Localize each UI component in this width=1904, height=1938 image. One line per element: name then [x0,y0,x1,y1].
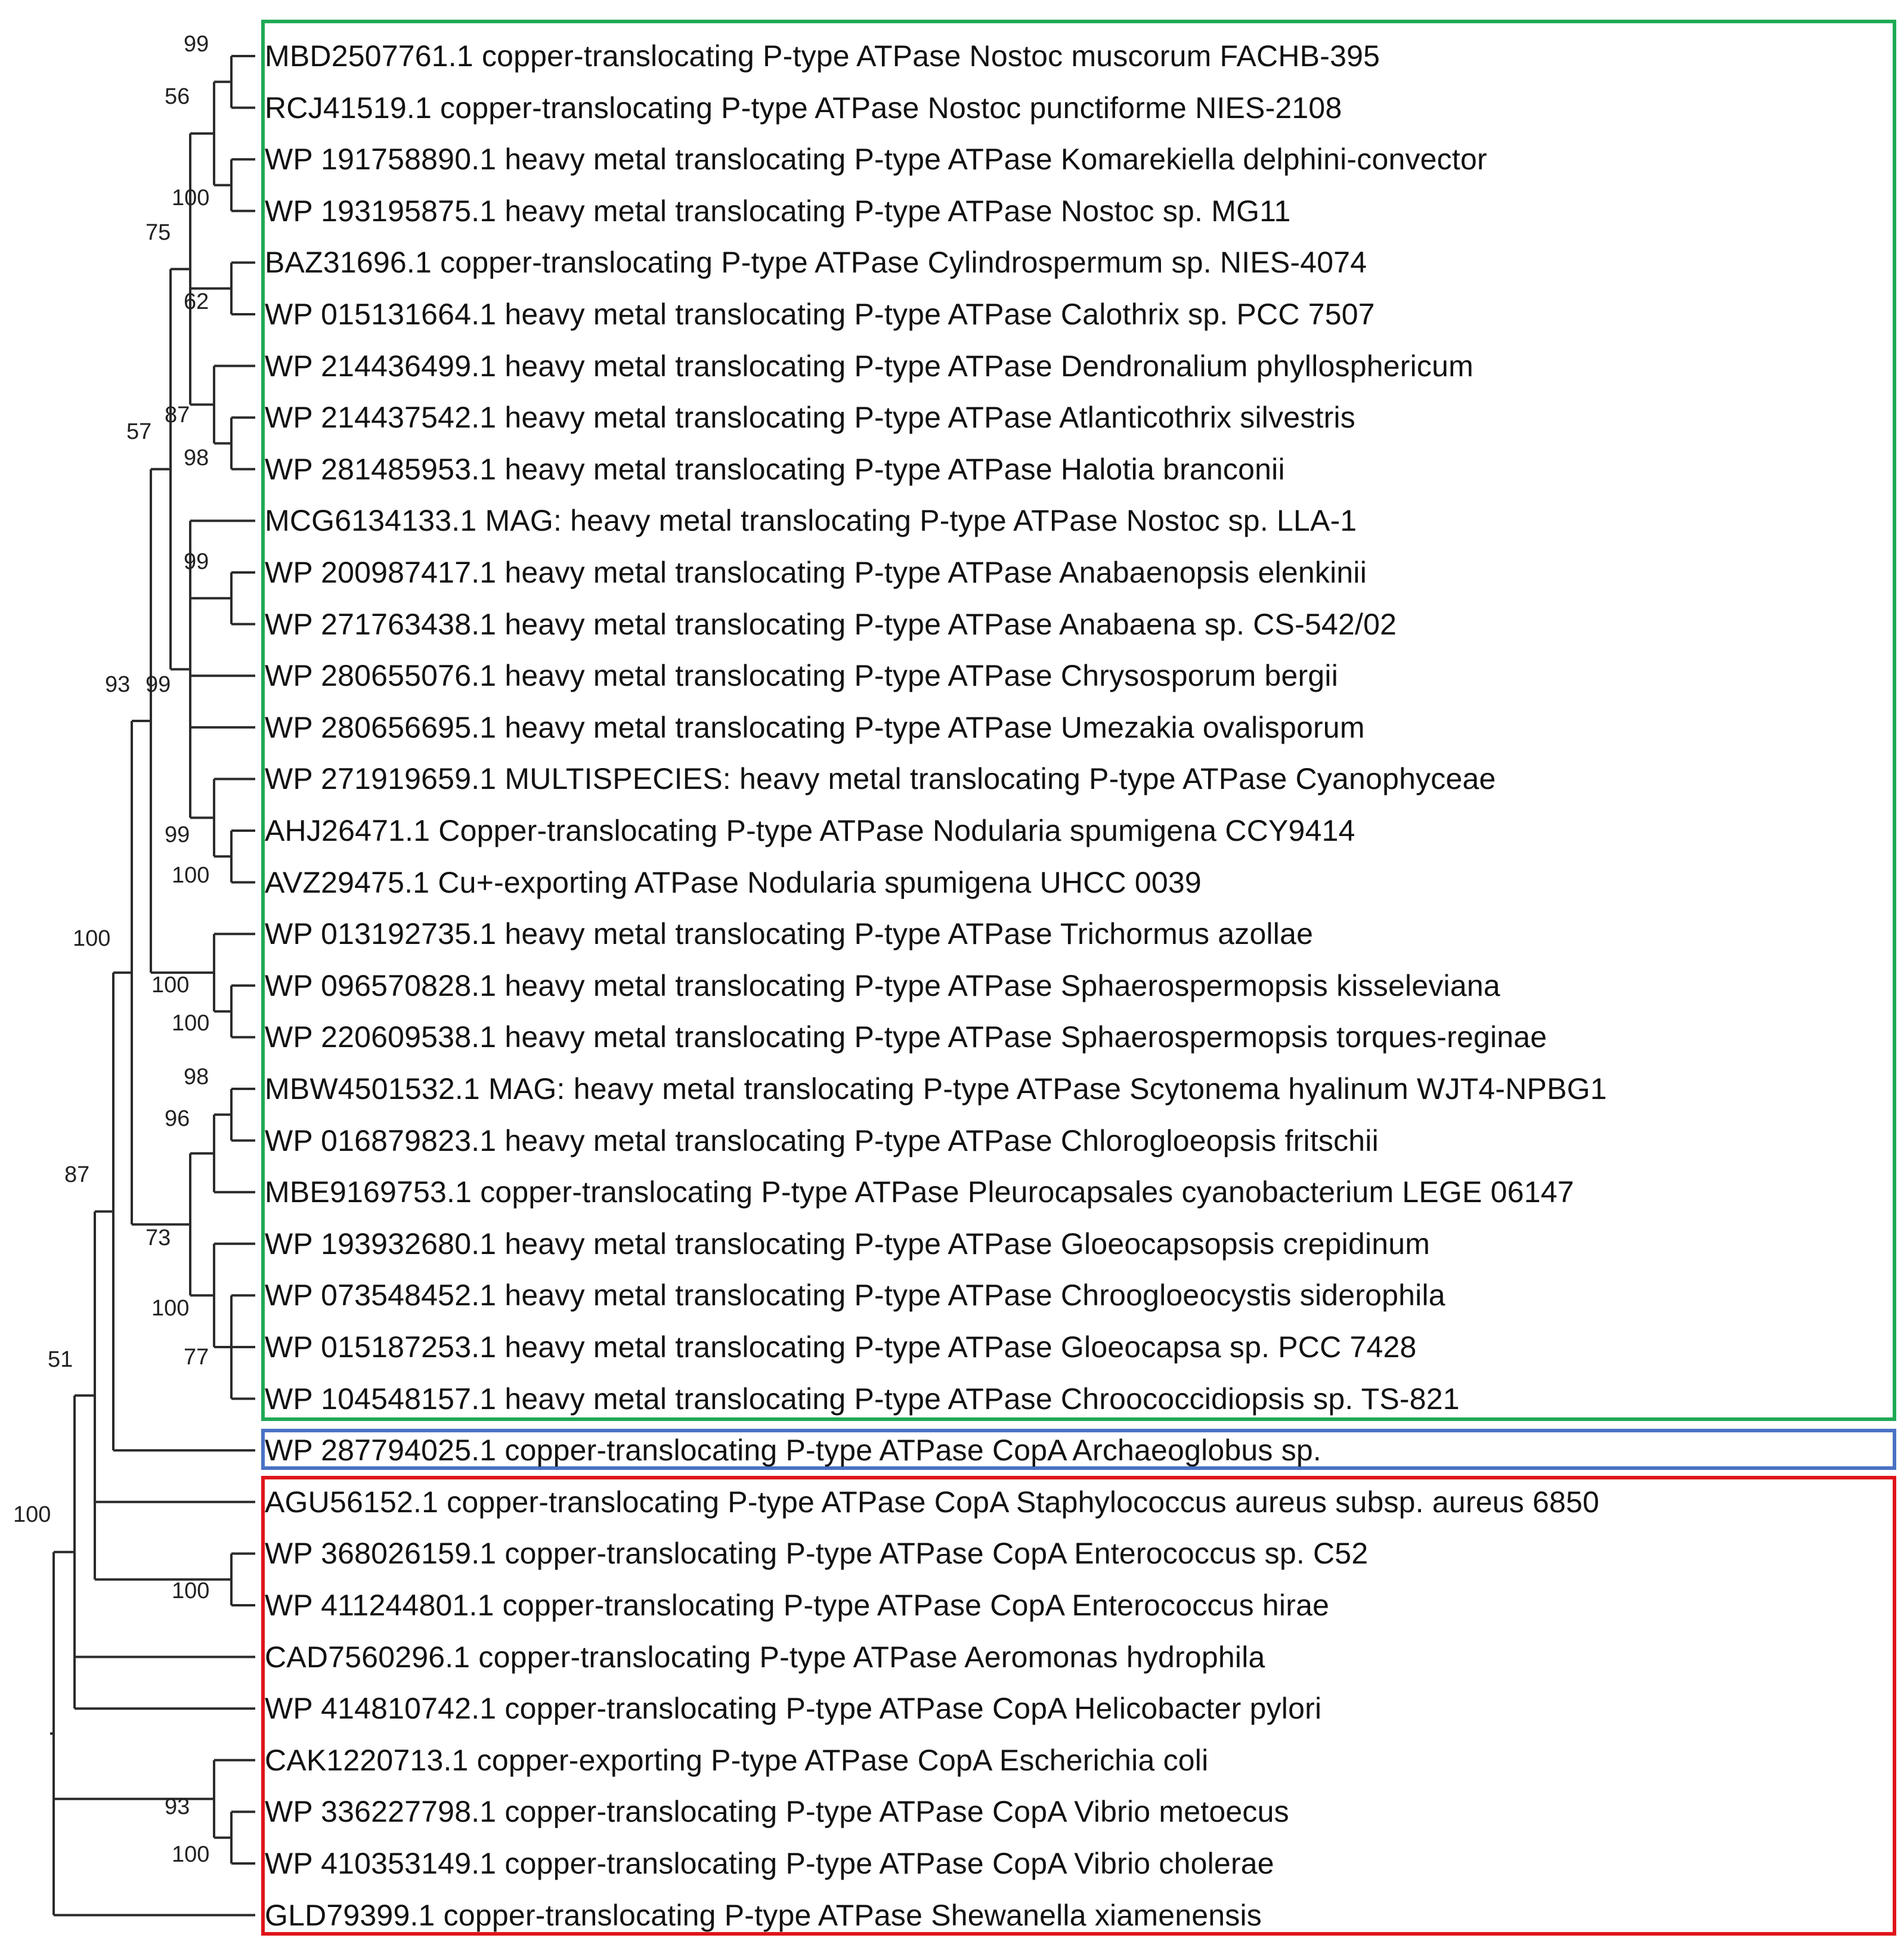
leaf-label: WP 336227798.1 copper-translocating P-type ATPase CopA Vibrio metoecus [265,1795,1289,1829]
leaf-label: WP 104548157.1 heavy metal translocating P-type ATPase Chroococcidiopsis sp. TS-821 [265,1382,1460,1416]
leaf-label: WP 287794025.1 copper-translocating P-type ATPase CopA Archaeoglobus sp. [265,1434,1321,1468]
leaf-label: MBE9169753.1 copper-translocating P-type ATPase Pleurocapsales cyanobacterium LEGE 06147 [265,1175,1574,1209]
bootstrap-value: 51 [48,1347,73,1372]
bootstrap-value: 99 [145,672,171,697]
leaf-label: CAD7560296.1 copper-translocating P-type ATPase Aeromonas hydrophila [265,1640,1265,1674]
leaf-label: WP 191758890.1 heavy metal translocating P-type ATPase Komarekiella delphini-convector [265,143,1487,177]
leaf-label: WP 096570828.1 heavy metal translocating P-type ATPase Sphaerospermopsis kisseleviana [265,968,1500,1002]
leaf-label: RCJ41519.1 copper-translocating P-type ATPase Nostoc punctiforme NIES-2108 [265,91,1342,125]
bootstrap-value: 75 [145,220,171,245]
leaf-label: AGU56152.1 copper-translocating P-type ATPase CopA Staphylococcus aureus subsp. aureus 6850 [265,1485,1600,1519]
bootstrap-value: 56 [165,84,190,109]
bootstrap-value: 100 [151,1296,190,1321]
bootstrap-value: 99 [184,549,209,574]
leaf-label: MCG6134133.1 MAG: heavy metal translocating P-type ATPase Nostoc sp. LLA-1 [265,504,1357,538]
bootstrap-value: 87 [64,1162,90,1187]
bootstrap-value: 100 [151,973,190,998]
leaf-label: WP 410353149.1 copper-translocating P-type ATPase CopA Vibrio cholerae [265,1847,1274,1880]
leaf-label: WP 214436499.1 heavy metal translocating P-type ATPase Dendronalium phyllosphericum [265,349,1473,383]
leaf-label: WP 281485953.1 heavy metal translocating P-type ATPase Halotia branconii [265,452,1285,486]
bootstrap-value: 98 [184,445,209,470]
bootstrap-value: 100 [172,1578,210,1603]
bootstrap-value: 100 [13,1502,51,1527]
leaf-label: MBW4501532.1 MAG: heavy metal translocating P-type ATPase Scytonema hyalinum WJT4-NPBG1 [265,1072,1607,1106]
leaf-label: AHJ26471.1 Copper-translocating P-type ATPase Nodularia spumigena CCY9414 [265,814,1355,847]
bootstrap-value: 99 [184,32,209,57]
leaf-label: BAZ31696.1 copper-translocating P-type ATPase Cylindrospermum sp. NIES-4074 [265,246,1367,280]
leaf-label: AVZ29475.1 Cu+-exporting ATPase Nodularia spumigena UHCC 0039 [265,865,1202,899]
leaf-label: WP 411244801.1 copper-translocating P-type ATPase CopA Enterococcus hirae [265,1589,1330,1622]
bootstrap-value: 73 [145,1225,171,1250]
bootstrap-value: 87 [165,403,190,428]
leaf-label: WP 271919659.1 MULTISPECIES: heavy metal translocating P-type ATPase Cyanophyceae [265,762,1496,796]
leaf-label: WP 013192735.1 heavy metal translocating P-type ATPase Trichormus azollae [265,917,1314,951]
leaf-label: WP 220609538.1 heavy metal translocating P-type ATPase Sphaerospermopsis torques-reginae [265,1020,1547,1054]
bootstrap-value: 100 [73,926,111,951]
leaf-label: MBD2507761.1 copper-translocating P-type ATPase Nostoc muscorum FACHB-395 [265,39,1380,73]
bootstrap-value: 96 [165,1106,190,1131]
bootstrap-value: 62 [184,289,209,314]
leaf-label: WP 200987417.1 heavy metal translocating P-type ATPase Anabaenopsis elenkinii [265,556,1367,589]
bootstrap-value: 98 [184,1064,209,1089]
bootstrap-value: 93 [165,1794,190,1819]
leaf-label: WP 193932680.1 heavy metal translocating P-type ATPase Gloeocapsopsis crepidinum [265,1227,1431,1261]
bootstrap-value: 57 [126,419,152,444]
bootstrap-value: 100 [172,1011,210,1036]
bootstrap-value: 99 [165,822,190,847]
leaf-label: WP 414810742.1 copper-translocating P-type ATPase CopA Helicobacter pylori [265,1692,1322,1726]
leaf-label: WP 016879823.1 heavy metal translocating P-type ATPase Chlorogloeopsis fritschii [265,1123,1379,1157]
leaf-label: WP 280655076.1 heavy metal translocating P-type ATPase Chrysosporum bergii [265,659,1339,693]
bootstrap-value: 100 [172,1842,210,1867]
leaf-label: WP 280656695.1 heavy metal translocating P-type ATPase Umezakia ovalisporum [265,710,1365,744]
leaf-label: WP 368026159.1 copper-translocating P-type ATPase CopA Enterococcus sp. C52 [265,1537,1369,1571]
bootstrap-value: 100 [172,863,210,888]
leaf-label: WP 214437542.1 heavy metal translocating P-type ATPase Atlanticothrix silvestris [265,401,1355,435]
leaf-label: GLD79399.1 copper-translocating P-type ATPase Shewanella xiamenensis [265,1898,1262,1932]
leaf-label: WP 073548452.1 heavy metal translocating P-type ATPase Chroogloeocystis siderophila [265,1278,1445,1312]
leaf-label: WP 193195875.1 heavy metal translocating P-type ATPase Nostoc sp. MG11 [265,194,1291,228]
bootstrap-value: 93 [105,672,131,697]
leaf-label: WP 271763438.1 heavy metal translocating P-type ATPase Anabaena sp. CS-542/02 [265,607,1397,641]
leaf-label: WP 015187253.1 heavy metal translocating P-type ATPase Gloeocapsa sp. PCC 7428 [265,1330,1417,1364]
bootstrap-value: 100 [172,185,210,210]
leaf-label: CAK1220713.1 copper-exporting P-type ATPase CopA Escherichia coli [265,1743,1209,1777]
leaf-label: WP 015131664.1 heavy metal translocating P-type ATPase Calothrix sp. PCC 7507 [265,298,1375,331]
bootstrap-value: 77 [184,1345,209,1370]
